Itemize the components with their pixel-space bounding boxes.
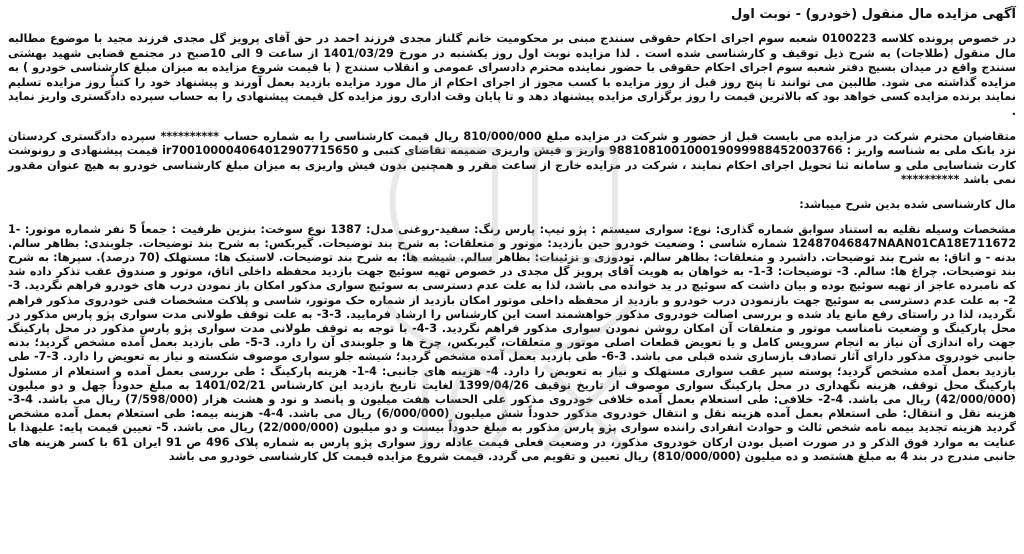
notice-title: آگهی مزایده مال منقول (خودرو) - نوبت اول — [731, 7, 1016, 22]
notice-paragraph-case-details: در خصوص پرونده کلاسه 0100223 شعبه سوم اجرای احکام حقوقی سنندج مبنی بر محکومیت خانم گلناز مجدی فرزند احمد در حق آقای پرویز گل مجدی فرزند مجید با موضوع مطالبه مال منقول (طلاجات) به شرح ذیل توقیف و کارشناسی شده است . لذا مزایده نوبت اول روز یکشنبه در مورخ 1401/03/29 از ساعت 9 الی 10صبح در مجتمع قضایی شهید بهشتی سنندج واقع در میدان بسیج دفتر شعبه سوم اجرای احکام حقوقی با حضور نماینده محترم دادسرای عمومی و انقلاب سنندج ( با قیمت شروع مزایده به میزان مبلغ کارشناسی خودرو ) به مزایده گذاشته می شود. طالبین می توانند تا پنج روز قبل از روز مزایده با کسب مجوز از اجرای احکام از مال مورد مزایده بازدید بعمل آورند و پیشنهاد خود را کتباً روز مزایده تسلیم نمایند برنده مزایده کسی خواهد بود که بالاترین قیمت را روز برگزاری مزایده پیشنهاد دهد و تا پایان وقت اداری روز مزایده کل قیمت پیشنهادی را به حساب سپرده دادگستری واریز نماید . — [8, 32, 1016, 118]
notice-paragraph-assessed-property-heading: مال کارشناسی شده بدین شرح میباشد: — [799, 197, 1016, 211]
notice-paragraph-deposit-instructions: متقاضیان محترم شرکت در مزایده می بایست قبل از حضور و شرکت در مزایده مبلغ 810/000/000 ریال قیمت کارشناسی را به شماره حساب ********** سپرده دادگستری کردستان نزد بانک ملی به شناسه واریز : 988108100100019099988452003766 واریز و فیش واریزی ضمیمه تقاضای کتبی و ir700100004064012907715650 قیمت پیشنهادی و رونوشت کارت شناسایی ملی و سامانه ثنا تحویل اجرای احکام نمایند ، شرکت در مزایده خارج از ساعت مقرر و همچنین بدون فیش واریزی به میزان مبلغ کارشناسی خودرو به هیچ عنوان مقدور نمی باشد ********** — [8, 129, 1016, 187]
notice-paragraph-vehicle-specifications: مشخصات وسیله نقلیه به استناد سوابق شماره گذاری: نوع: سواری سیستم : پژو تیپ: پارس رنگ: سفید-روغنی مدل: 1387 نوع سوخت: بنزین ظرفیت : جمعاً 5 نفر شماره موتور: -1 12487046847NAAN01CA18E711672 شماره شاسی : وضعیت خودرو حین بازدید: موتور و متعلقات: به شرح بند توضیحات. گیربکس: به شرح بند توضیحات. جلوبندی: بظاهر سالم. بدنه - و اتاق: به شرح بند توضیحات. داشبرد و متعلقات: بظاهر سالم. تودوزی و تزئینات: بظاهر سالم. شیشه ها: به شرح بند توضیحات. لاستیک ها: مستهلک (70 درصد). سپرها: به شرح بند توضیحات. چراغ ها: سالم. 3- توضیحات: 3-1- به خواهان به هویت آقای پرویز گل مجدی در خصوص تهیه سوئیچ جهت بازدید محفظه داخلی اتاق، موتور و صندوق عقب تذکر داده شد که نامبرده عاجز از تهیه سوئیچ بوده و بیان داشت که سوئیچ در ید خوانده می باشد، لذا به علت عدم دسترسی به سوئیچ سواری مذکور امکان باز نمودن درب های خودرو فراهم نگردید. 3-2- به علت عدم دسترسی به سوئیچ جهت بازنمودن درب خودرو و بازدید از محفظه داخلی موتور امکان بازدید از شماره حک موتور، شاسی و پلاکت مشخصات فنی خودروی مذکور فراهم نگردید، لذا در راستای رفع مانع یاد شده و بررسی اصالت خودروی مذکور خواهشمند است این کارشناس را ارشاد فرمایید. 3-3- به علت توقف طولانی مدت سواری پژو پارس مذکور در محل پارکینگ و وضعیت نامناسب موتور و متعلقات آن امکان روشن نمودن سواری مذکور فراهم نگردید. 3-4- با توجه به توقف طولانی مدت سواری پژو پارس مذکور در محل پارکینگ جهت راه اندازی آن نیاز به انجام سرویس کامل و یا تعویض قطعات اصلی موتور و متعلقات، گیربکس، چرخ ها و جلوبندی آن را دارد. 3-5- طی بازدید بعمل آمده مشخص گردید؛ بدنه جانبی خودروی مذکور دارای آثار تصادف بازسازی شده قبلی می باشد. 3-6- طی بازدید بعمل آمده مشخص گردید؛ شیشه جلو سواری موصوف شکسته و نیاز به تعویض را دارد. 3-7- طی بازدید بعمل آمده مشخص گردید؛ پوسته سپر عقب سواری مستهلک و نیاز به تعویض را دارد. 4- هزینه های جانبی: 4-1- هزینه پارکینگ : طی بررسی بعمل آمده و استعلام از مسئول پارکینگ محل توقف، هزینه نگهداری در محل پارکینگ سواری موصوف از تاریخ توقیف 1399/04/26 لغایت تاریخ بازدید این کارشناس 1401/02/21 به مبلغ حدوداً چهل و دو میلیون (42/000/000) ریال می باشد. 4-2- خلافی: طی استعلام بعمل آمده خلافی خودروی مذکور علی الحساب هفت میلیون و پانصد و نود و هشت هزار (7/598/000) ریال می باشد. 4-3- هزینه نقل و انتقال: طی استعلام بعمل آمده هزینه نقل و انتقال خودروی مذکور حدوداً شش میلیون (6/000/000) ریال می باشد. 4-4- هزینه بیمه: طی استعلام بعمل آمده مشخص گردید هزینه تجدید بیمه نامه شخص ثالث و حوادث انفرادی راننده سواری پژو پارس مذکور به مبلغ حدوداً بیست و دو میلیون (22/000/000) ریال می باشد. 5- تعیین قیمت پایه: علیهذا با عنایت به موارد فوق الذکر و در صورت اصیل بودن ارکان خودروی مذکور، در وضعیت فعلی قیمت عادله روز سواری پژو پارس به شماره پلاک 496 ص 91 ایران 61 با کسر هزینه های جانبی مندرج در بند 4 به مبلغ هشتصد و ده میلیون (810/000/000) ریال تعیین و تقویم می گردد. قیمت شروع مزایده قیمت کل کارشناسی خودرو می باشد — [8, 222, 1017, 463]
